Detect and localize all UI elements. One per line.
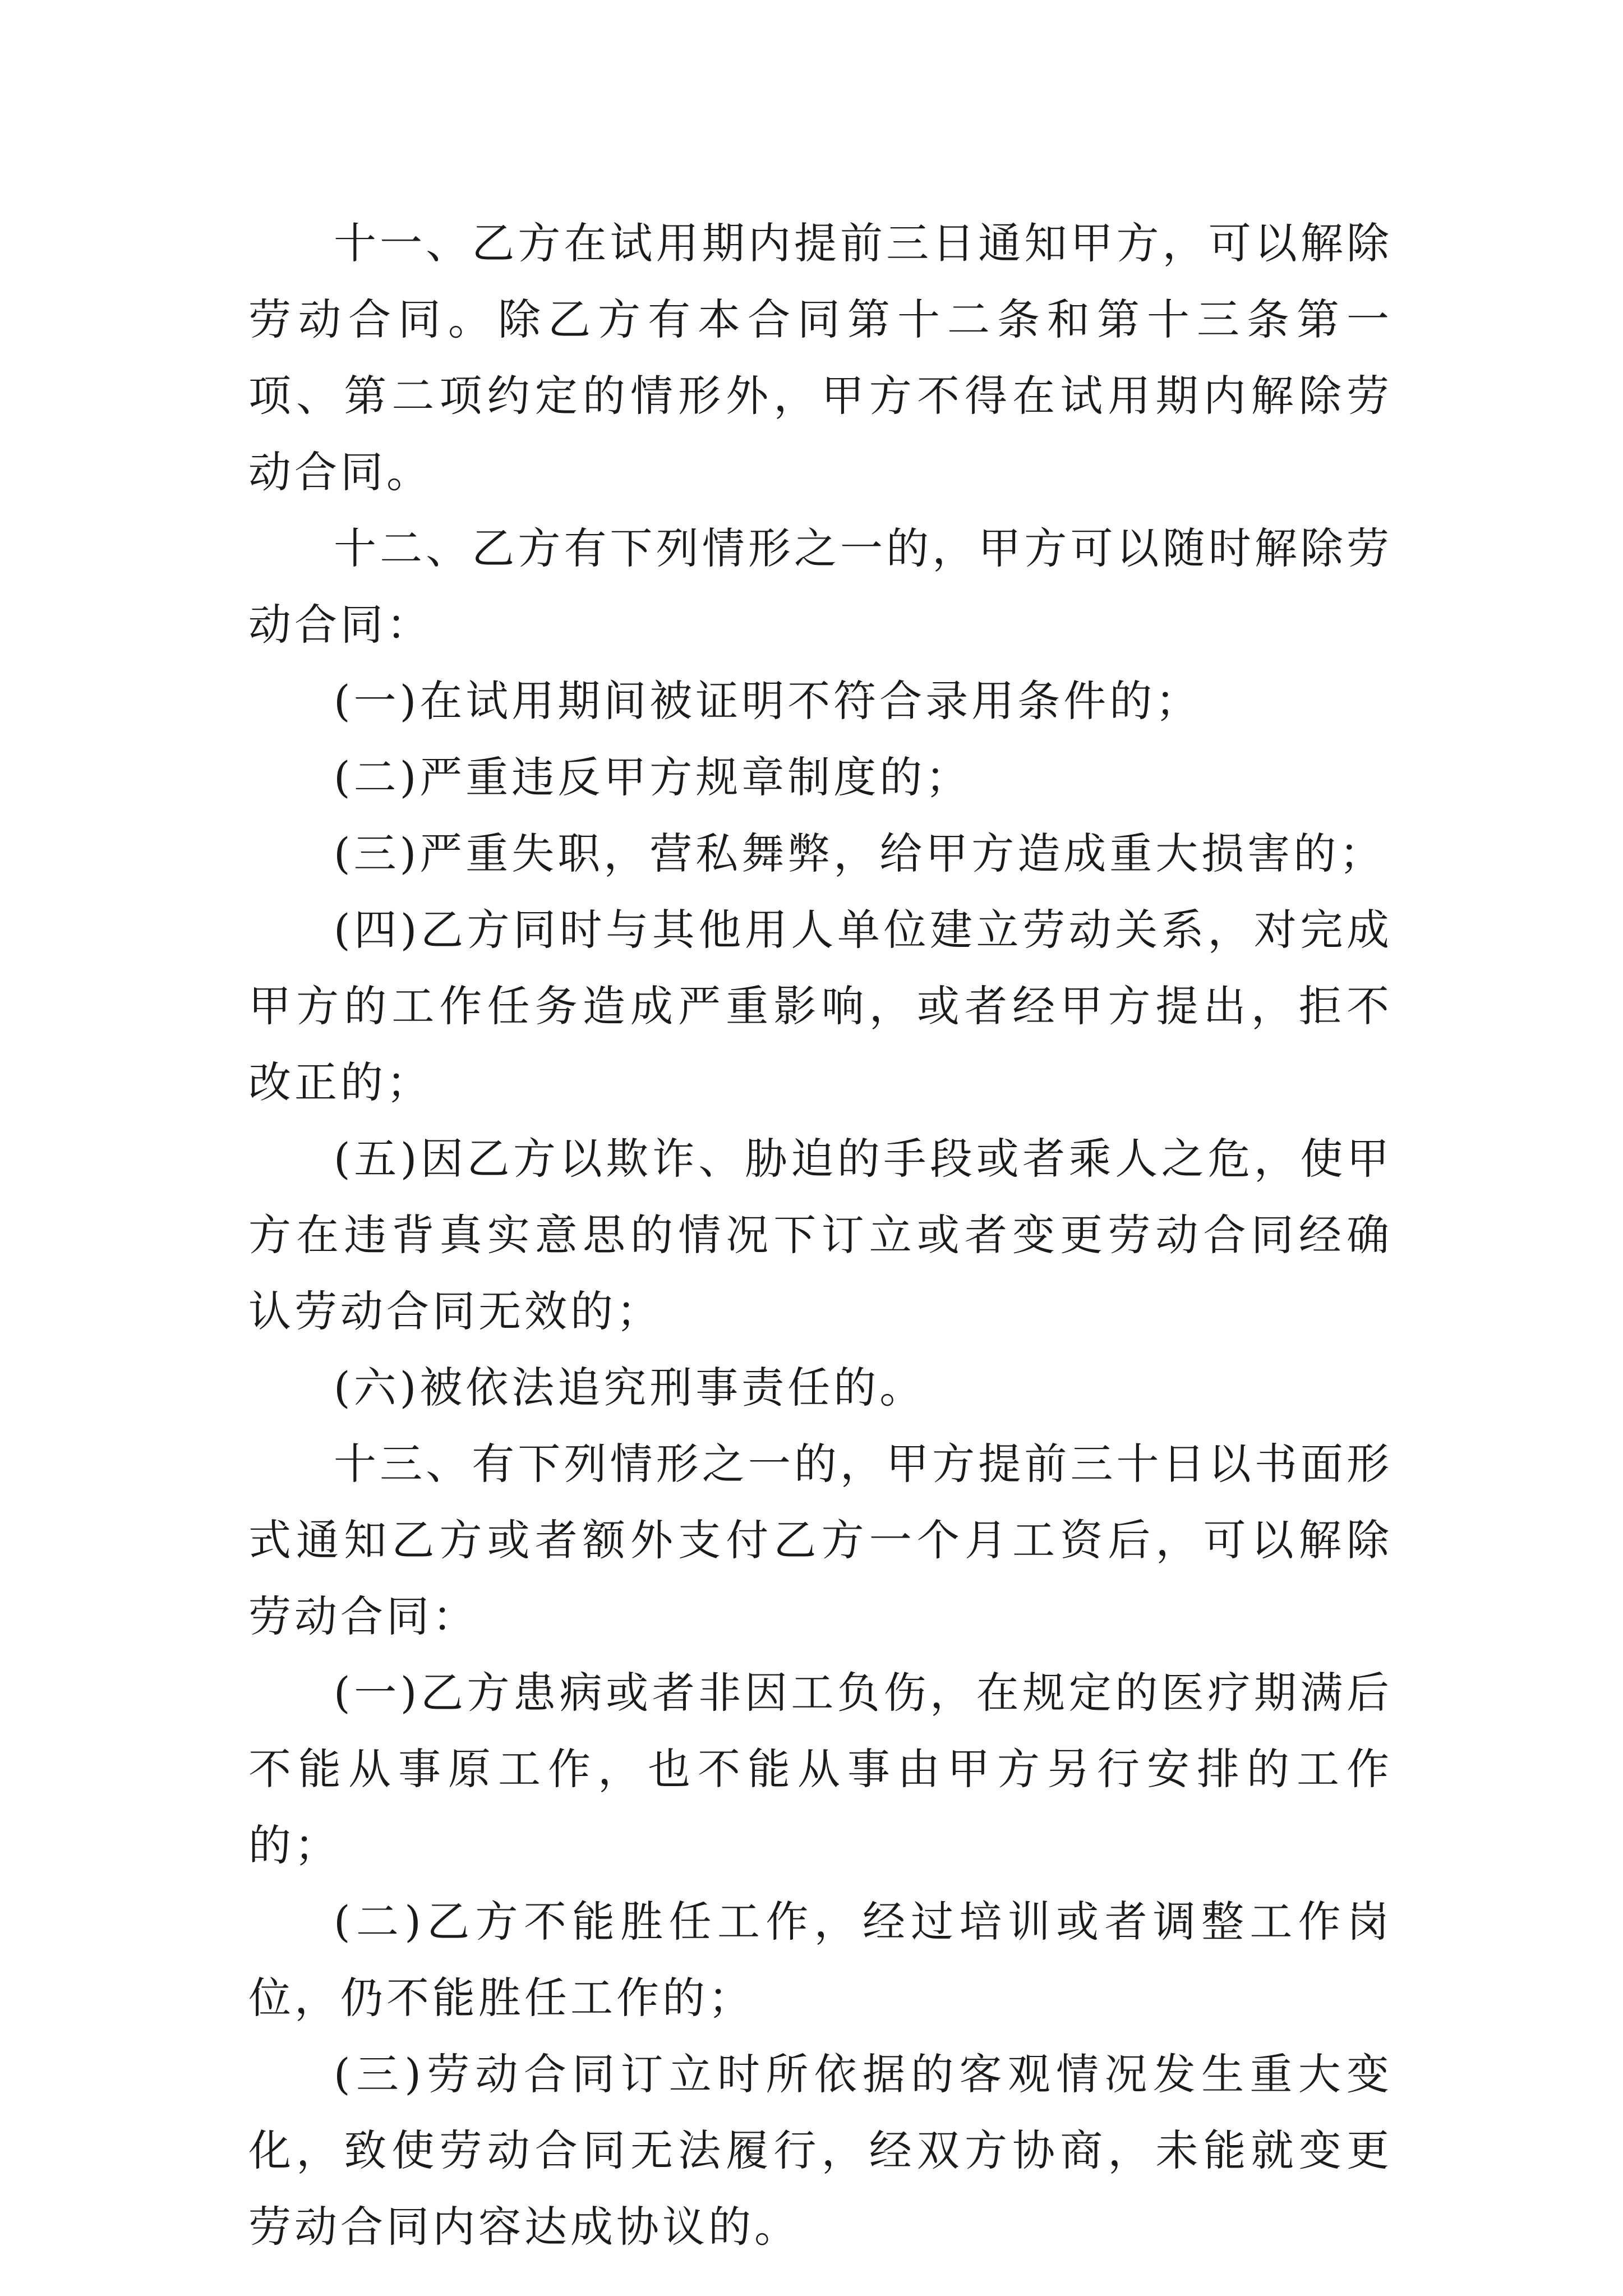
paragraph-clause-11: 十一、乙方在试用期内提前三日通知甲方，可以解除劳动合同。除乙方有本合同第十二条和第十三条第一项、第二项约定的情形外，甲方不得在试用期内解除劳动合同。 — [248, 218, 1393, 497]
paragraph-clause-12-item-2: (二)严重违反甲方规章制度的； — [334, 752, 972, 802]
paragraph-clause-12-item-5: (五)因乙方以欺诈、胁迫的手段或者乘人之危，使甲方在违背真实意思的情况下订立或者变更劳动合同经确认劳动合同无效的； — [248, 1134, 1393, 1336]
paragraph-clause-12-item-3: (三)严重失职，营私舞弊，给甲方造成重大损害的； — [334, 829, 1386, 878]
paragraph-clause-13-item-2: (二)乙方不能胜任工作，经过培训或者调整工作岗位，仍不能胜任工作的； — [248, 1897, 1393, 2023]
paragraph-clause-13-item-1: (一)乙方患病或者非因工负伤，在规定的医疗期满后不能从事原工作，也不能从事由甲方另行安排的工作的； — [248, 1668, 1393, 1870]
paragraph-clause-12: 十二、乙方有下列情形之一的，甲方可以随时解除劳动合同： — [248, 523, 1393, 650]
paragraph-clause-13-item-3: (三)劳动合同订立时所依据的客观情况发生重大变化，致使劳动合同无法履行，经双方协商，未能就变更劳动合同内容达成协议的。 — [248, 2049, 1393, 2252]
paragraph-clause-13: 十三、有下列情形之一的，甲方提前三十日以书面形式通知乙方或者额外支付乙方一个月工资后，可以解除劳动合同： — [248, 1439, 1393, 1641]
paragraph-clause-12-item-4: (四)乙方同时与其他用人单位建立劳动关系，对完成甲方的工作任务造成严重影响，或者经甲方提出，拒不改正的； — [248, 905, 1393, 1107]
paragraph-clause-12-item-6: (六)被依法追究刑事责任的。 — [334, 1363, 926, 1412]
document-body — [248, 205, 1393, 2265]
paragraph-clause-12-item-1: (一)在试用期间被证明不符合录用条件的； — [334, 676, 1202, 726]
